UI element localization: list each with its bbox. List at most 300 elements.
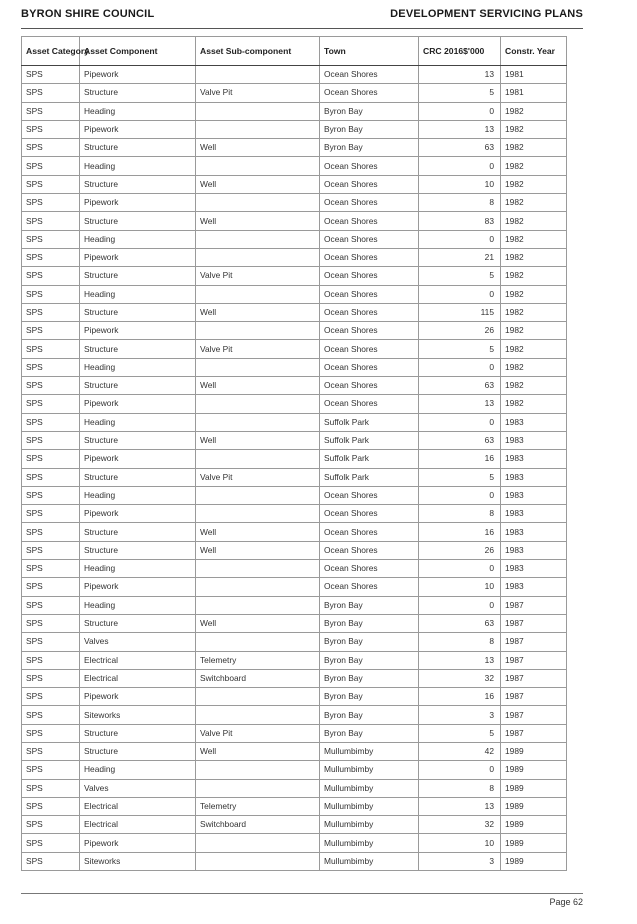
col-asset-subcomponent-cell xyxy=(196,358,320,376)
col-asset-subcomponent-cell: Well xyxy=(196,303,320,321)
col-asset-subcomponent-cell xyxy=(196,486,320,504)
col-town-cell: Ocean Shores xyxy=(320,322,419,340)
col-asset-component-cell: Structure xyxy=(80,431,196,449)
col-asset-component-cell: Heading xyxy=(80,596,196,614)
table-row xyxy=(22,834,567,852)
col-asset-category-cell: SPS xyxy=(22,779,80,797)
table-row xyxy=(22,742,567,760)
col-asset-subcomponent-cell xyxy=(196,688,320,706)
col-asset-component-cell: Structure xyxy=(80,175,196,193)
col-asset-component-cell: Structure xyxy=(80,303,196,321)
table-row xyxy=(22,303,567,321)
col-asset-category-cell: SPS xyxy=(22,724,80,742)
table-row xyxy=(22,450,567,468)
col-town-cell: Mullumbimby xyxy=(320,834,419,852)
col-crc-cell: 0 xyxy=(419,358,501,376)
col-constr-year-header: Constr. Year xyxy=(501,37,567,66)
col-constr-year-cell: 1982 xyxy=(501,377,567,395)
col-crc-cell: 13 xyxy=(419,66,501,84)
col-town-cell: Mullumbimby xyxy=(320,742,419,760)
col-town-cell: Mullumbimby xyxy=(320,852,419,870)
col-constr-year-cell: 1989 xyxy=(501,779,567,797)
table-row xyxy=(22,523,567,541)
col-asset-category-cell: SPS xyxy=(22,267,80,285)
col-asset-category-header: Asset Category xyxy=(22,37,80,66)
col-town-cell: Ocean Shores xyxy=(320,560,419,578)
col-asset-subcomponent-cell xyxy=(196,102,320,120)
col-asset-component-cell: Electrical xyxy=(80,816,196,834)
col-constr-year-cell: 1983 xyxy=(501,450,567,468)
col-asset-subcomponent-cell xyxy=(196,157,320,175)
col-constr-year-cell: 1982 xyxy=(501,175,567,193)
col-constr-year-cell: 1989 xyxy=(501,797,567,815)
col-crc-cell: 0 xyxy=(419,230,501,248)
col-asset-component-cell: Siteworks xyxy=(80,852,196,870)
col-asset-subcomponent-cell xyxy=(196,248,320,266)
col-asset-component-cell: Heading xyxy=(80,102,196,120)
table-row xyxy=(22,669,567,687)
col-constr-year-cell: 1983 xyxy=(501,468,567,486)
col-asset-category-cell: SPS xyxy=(22,175,80,193)
col-asset-component-cell: Structure xyxy=(80,84,196,102)
col-asset-category-cell: SPS xyxy=(22,541,80,559)
col-town-cell: Ocean Shores xyxy=(320,340,419,358)
col-crc-cell: 5 xyxy=(419,84,501,102)
col-town-cell: Ocean Shores xyxy=(320,505,419,523)
col-town-cell: Byron Bay xyxy=(320,688,419,706)
col-town-cell: Byron Bay xyxy=(320,706,419,724)
table-row xyxy=(22,377,567,395)
col-asset-subcomponent-cell xyxy=(196,230,320,248)
col-town-cell: Ocean Shores xyxy=(320,541,419,559)
col-constr-year-cell: 1987 xyxy=(501,596,567,614)
col-crc-cell: 13 xyxy=(419,395,501,413)
col-crc-cell: 0 xyxy=(419,102,501,120)
col-asset-category-cell: SPS xyxy=(22,84,80,102)
col-asset-component-cell: Heading xyxy=(80,413,196,431)
col-asset-category-cell: SPS xyxy=(22,303,80,321)
col-constr-year-cell: 1981 xyxy=(501,84,567,102)
col-crc-cell: 10 xyxy=(419,175,501,193)
col-constr-year-cell: 1982 xyxy=(501,395,567,413)
col-crc-cell: 8 xyxy=(419,633,501,651)
asset-table xyxy=(21,36,567,871)
col-constr-year-cell: 1982 xyxy=(501,285,567,303)
col-constr-year-cell: 1987 xyxy=(501,633,567,651)
col-asset-category-cell: SPS xyxy=(22,139,80,157)
col-constr-year-cell: 1983 xyxy=(501,505,567,523)
table-row xyxy=(22,120,567,138)
col-asset-subcomponent-cell: Switchboard xyxy=(196,816,320,834)
col-town-cell: Byron Bay xyxy=(320,669,419,687)
council-name: BYRON SHIRE COUNCIL xyxy=(21,8,155,20)
col-constr-year-cell: 1983 xyxy=(501,578,567,596)
col-asset-category-cell: SPS xyxy=(22,578,80,596)
table-row xyxy=(22,230,567,248)
col-constr-year-cell: 1982 xyxy=(501,340,567,358)
col-town-cell: Byron Bay xyxy=(320,651,419,669)
table-row xyxy=(22,852,567,870)
col-asset-component-cell: Pipework xyxy=(80,578,196,596)
table-header-row xyxy=(22,37,567,66)
col-asset-subcomponent-cell: Telemetry xyxy=(196,651,320,669)
col-crc-cell: 5 xyxy=(419,724,501,742)
col-constr-year-cell: 1983 xyxy=(501,413,567,431)
col-crc-cell: 63 xyxy=(419,139,501,157)
col-crc-cell: 0 xyxy=(419,413,501,431)
col-asset-category-cell: SPS xyxy=(22,377,80,395)
col-asset-subcomponent-cell xyxy=(196,706,320,724)
col-asset-subcomponent-cell: Well xyxy=(196,742,320,760)
col-asset-subcomponent-cell xyxy=(196,761,320,779)
table-row xyxy=(22,578,567,596)
col-asset-category-cell: SPS xyxy=(22,486,80,504)
col-town-cell: Suffolk Park xyxy=(320,413,419,431)
table-row xyxy=(22,797,567,815)
col-asset-component-cell: Structure xyxy=(80,139,196,157)
col-asset-subcomponent-cell: Valve Pit xyxy=(196,84,320,102)
col-crc-cell: 16 xyxy=(419,523,501,541)
col-asset-category-cell: SPS xyxy=(22,706,80,724)
col-crc-cell: 3 xyxy=(419,852,501,870)
col-town-cell: Ocean Shores xyxy=(320,157,419,175)
col-asset-category-cell: SPS xyxy=(22,285,80,303)
col-town-cell: Suffolk Park xyxy=(320,468,419,486)
col-asset-category-cell: SPS xyxy=(22,212,80,230)
col-crc-cell: 0 xyxy=(419,157,501,175)
table-row xyxy=(22,212,567,230)
col-asset-subcomponent-cell xyxy=(196,779,320,797)
table-row xyxy=(22,486,567,504)
col-constr-year-cell: 1982 xyxy=(501,102,567,120)
col-town-cell: Ocean Shores xyxy=(320,486,419,504)
col-asset-subcomponent-cell xyxy=(196,395,320,413)
table-row xyxy=(22,779,567,797)
col-asset-subcomponent-cell xyxy=(196,322,320,340)
col-asset-category-cell: SPS xyxy=(22,358,80,376)
col-asset-component-cell: Heading xyxy=(80,486,196,504)
col-town-cell: Mullumbimby xyxy=(320,779,419,797)
col-town-cell: Ocean Shores xyxy=(320,175,419,193)
col-town-cell: Ocean Shores xyxy=(320,194,419,212)
col-asset-component-cell: Structure xyxy=(80,724,196,742)
col-crc-cell: 0 xyxy=(419,596,501,614)
col-asset-component-cell: Electrical xyxy=(80,651,196,669)
col-asset-component-cell: Pipework xyxy=(80,688,196,706)
col-asset-component-cell: Pipework xyxy=(80,322,196,340)
col-town-cell: Ocean Shores xyxy=(320,303,419,321)
col-constr-year-cell: 1987 xyxy=(501,706,567,724)
col-asset-component-cell: Pipework xyxy=(80,194,196,212)
col-crc-cell: 8 xyxy=(419,505,501,523)
col-asset-subcomponent-cell: Well xyxy=(196,541,320,559)
col-asset-component-cell: Heading xyxy=(80,285,196,303)
col-asset-component-cell: Electrical xyxy=(80,797,196,815)
col-crc-cell: 63 xyxy=(419,377,501,395)
col-town-cell: Byron Bay xyxy=(320,633,419,651)
col-crc-cell: 16 xyxy=(419,688,501,706)
table-row xyxy=(22,84,567,102)
col-asset-component-cell: Structure xyxy=(80,742,196,760)
col-crc-cell: 63 xyxy=(419,431,501,449)
col-crc-cell: 16 xyxy=(419,450,501,468)
col-town-cell: Ocean Shores xyxy=(320,267,419,285)
col-asset-category-cell: SPS xyxy=(22,431,80,449)
table-row xyxy=(22,761,567,779)
col-constr-year-cell: 1989 xyxy=(501,852,567,870)
col-constr-year-cell: 1982 xyxy=(501,358,567,376)
table-row xyxy=(22,816,567,834)
col-constr-year-cell: 1982 xyxy=(501,194,567,212)
col-asset-component-cell: Structure xyxy=(80,377,196,395)
col-asset-subcomponent-cell: Well xyxy=(196,431,320,449)
table-row xyxy=(22,157,567,175)
col-crc-cell: 13 xyxy=(419,120,501,138)
col-asset-category-cell: SPS xyxy=(22,852,80,870)
col-asset-category-cell: SPS xyxy=(22,742,80,760)
col-asset-category-cell: SPS xyxy=(22,614,80,632)
col-asset-subcomponent-cell: Valve Pit xyxy=(196,724,320,742)
col-crc-cell: 5 xyxy=(419,468,501,486)
col-crc-cell: 21 xyxy=(419,248,501,266)
col-asset-subcomponent-cell: Well xyxy=(196,377,320,395)
col-town-cell: Ocean Shores xyxy=(320,523,419,541)
col-town-cell: Ocean Shores xyxy=(320,285,419,303)
col-asset-category-cell: SPS xyxy=(22,797,80,815)
col-asset-subcomponent-cell: Telemetry xyxy=(196,797,320,815)
table-row xyxy=(22,468,567,486)
col-constr-year-cell: 1987 xyxy=(501,651,567,669)
col-asset-component-cell: Structure xyxy=(80,541,196,559)
col-asset-subcomponent-cell: Well xyxy=(196,212,320,230)
col-town-cell: Ocean Shores xyxy=(320,248,419,266)
col-asset-subcomponent-cell: Well xyxy=(196,139,320,157)
col-asset-component-cell: Heading xyxy=(80,761,196,779)
col-asset-component-cell: Valves xyxy=(80,633,196,651)
col-asset-component-cell: Heading xyxy=(80,358,196,376)
col-asset-subcomponent-header: Asset Sub-component xyxy=(196,37,320,66)
col-asset-component-cell: Valves xyxy=(80,779,196,797)
col-town-cell: Suffolk Park xyxy=(320,431,419,449)
col-crc-cell: 115 xyxy=(419,303,501,321)
col-asset-category-cell: SPS xyxy=(22,688,80,706)
col-town-cell: Ocean Shores xyxy=(320,84,419,102)
col-constr-year-cell: 1983 xyxy=(501,486,567,504)
col-asset-subcomponent-cell xyxy=(196,560,320,578)
col-asset-category-cell: SPS xyxy=(22,194,80,212)
table-row xyxy=(22,724,567,742)
col-crc-cell: 0 xyxy=(419,761,501,779)
col-asset-category-cell: SPS xyxy=(22,651,80,669)
col-asset-component-cell: Pipework xyxy=(80,120,196,138)
table-row xyxy=(22,560,567,578)
table-row xyxy=(22,102,567,120)
table-row xyxy=(22,596,567,614)
col-crc-cell: 83 xyxy=(419,212,501,230)
col-constr-year-cell: 1983 xyxy=(501,541,567,559)
col-constr-year-cell: 1982 xyxy=(501,267,567,285)
col-asset-component-cell: Pipework xyxy=(80,505,196,523)
footer-divider xyxy=(21,893,583,894)
col-asset-component-cell: Pipework xyxy=(80,450,196,468)
col-constr-year-cell: 1987 xyxy=(501,669,567,687)
col-crc-cell: 3 xyxy=(419,706,501,724)
col-asset-component-cell: Pipework xyxy=(80,248,196,266)
page-header xyxy=(21,8,583,24)
table-row xyxy=(22,395,567,413)
col-crc-cell: 8 xyxy=(419,194,501,212)
col-asset-component-cell: Structure xyxy=(80,212,196,230)
table-row xyxy=(22,706,567,724)
col-constr-year-cell: 1989 xyxy=(501,761,567,779)
col-asset-subcomponent-cell xyxy=(196,450,320,468)
col-crc-header: CRC 2016$'000 xyxy=(419,37,501,66)
table-row xyxy=(22,688,567,706)
col-crc-cell: 63 xyxy=(419,614,501,632)
col-town-cell: Ocean Shores xyxy=(320,230,419,248)
col-asset-component-cell: Siteworks xyxy=(80,706,196,724)
col-asset-category-cell: SPS xyxy=(22,633,80,651)
table-row xyxy=(22,340,567,358)
table-row xyxy=(22,358,567,376)
col-asset-component-cell: Pipework xyxy=(80,66,196,84)
table-row xyxy=(22,505,567,523)
page-number: Page 62 xyxy=(549,897,583,907)
table-row xyxy=(22,139,567,157)
col-asset-category-cell: SPS xyxy=(22,596,80,614)
col-asset-category-cell: SPS xyxy=(22,248,80,266)
col-crc-cell: 32 xyxy=(419,816,501,834)
col-town-header: Town xyxy=(320,37,419,66)
col-crc-cell: 32 xyxy=(419,669,501,687)
col-asset-component-cell: Structure xyxy=(80,614,196,632)
table-row xyxy=(22,413,567,431)
col-asset-category-cell: SPS xyxy=(22,468,80,486)
table-row xyxy=(22,614,567,632)
col-town-cell: Byron Bay xyxy=(320,724,419,742)
col-asset-component-cell: Heading xyxy=(80,157,196,175)
col-constr-year-cell: 1987 xyxy=(501,614,567,632)
col-asset-category-cell: SPS xyxy=(22,413,80,431)
col-constr-year-cell: 1989 xyxy=(501,834,567,852)
col-town-cell: Byron Bay xyxy=(320,614,419,632)
header-divider xyxy=(21,28,583,29)
table-row xyxy=(22,267,567,285)
col-asset-category-cell: SPS xyxy=(22,120,80,138)
col-constr-year-cell: 1982 xyxy=(501,120,567,138)
col-asset-category-cell: SPS xyxy=(22,761,80,779)
col-asset-category-cell: SPS xyxy=(22,102,80,120)
col-constr-year-cell: 1989 xyxy=(501,816,567,834)
col-asset-component-header: Asset Component xyxy=(80,37,196,66)
col-town-cell: Byron Bay xyxy=(320,102,419,120)
col-town-cell: Mullumbimby xyxy=(320,761,419,779)
col-asset-subcomponent-cell: Valve Pit xyxy=(196,267,320,285)
col-town-cell: Byron Bay xyxy=(320,120,419,138)
col-asset-subcomponent-cell xyxy=(196,66,320,84)
col-constr-year-cell: 1982 xyxy=(501,322,567,340)
col-crc-cell: 26 xyxy=(419,322,501,340)
col-town-cell: Byron Bay xyxy=(320,139,419,157)
document-title: DEVELOPMENT SERVICING PLANS xyxy=(390,8,583,20)
col-asset-subcomponent-cell xyxy=(196,633,320,651)
col-asset-subcomponent-cell xyxy=(196,194,320,212)
table-row xyxy=(22,633,567,651)
col-constr-year-cell: 1982 xyxy=(501,303,567,321)
col-constr-year-cell: 1982 xyxy=(501,139,567,157)
table-row xyxy=(22,651,567,669)
col-constr-year-cell: 1982 xyxy=(501,212,567,230)
col-town-cell: Ocean Shores xyxy=(320,578,419,596)
table-row xyxy=(22,285,567,303)
col-town-cell: Byron Bay xyxy=(320,596,419,614)
table-row xyxy=(22,194,567,212)
col-asset-subcomponent-cell: Valve Pit xyxy=(196,340,320,358)
col-constr-year-cell: 1983 xyxy=(501,523,567,541)
col-town-cell: Ocean Shores xyxy=(320,358,419,376)
col-asset-subcomponent-cell: Well xyxy=(196,175,320,193)
col-asset-subcomponent-cell xyxy=(196,596,320,614)
col-asset-category-cell: SPS xyxy=(22,340,80,358)
col-crc-cell: 0 xyxy=(419,486,501,504)
table-row xyxy=(22,322,567,340)
col-town-cell: Ocean Shores xyxy=(320,212,419,230)
col-crc-cell: 8 xyxy=(419,779,501,797)
col-constr-year-cell: 1982 xyxy=(501,157,567,175)
col-town-cell: Ocean Shores xyxy=(320,66,419,84)
col-crc-cell: 10 xyxy=(419,578,501,596)
col-constr-year-cell: 1983 xyxy=(501,560,567,578)
table-row xyxy=(22,175,567,193)
col-asset-category-cell: SPS xyxy=(22,450,80,468)
col-asset-category-cell: SPS xyxy=(22,157,80,175)
col-asset-category-cell: SPS xyxy=(22,560,80,578)
col-crc-cell: 13 xyxy=(419,651,501,669)
col-asset-component-cell: Structure xyxy=(80,523,196,541)
col-asset-category-cell: SPS xyxy=(22,66,80,84)
col-crc-cell: 10 xyxy=(419,834,501,852)
col-asset-category-cell: SPS xyxy=(22,816,80,834)
col-crc-cell: 13 xyxy=(419,797,501,815)
col-constr-year-cell: 1987 xyxy=(501,724,567,742)
col-town-cell: Ocean Shores xyxy=(320,395,419,413)
col-asset-component-cell: Pipework xyxy=(80,834,196,852)
table-row xyxy=(22,66,567,84)
col-asset-category-cell: SPS xyxy=(22,669,80,687)
col-asset-component-cell: Structure xyxy=(80,340,196,358)
col-crc-cell: 5 xyxy=(419,340,501,358)
col-constr-year-cell: 1982 xyxy=(501,230,567,248)
col-asset-category-cell: SPS xyxy=(22,395,80,413)
col-crc-cell: 5 xyxy=(419,267,501,285)
col-asset-category-cell: SPS xyxy=(22,523,80,541)
col-asset-subcomponent-cell xyxy=(196,413,320,431)
col-asset-category-cell: SPS xyxy=(22,505,80,523)
col-asset-component-cell: Electrical xyxy=(80,669,196,687)
col-asset-category-cell: SPS xyxy=(22,322,80,340)
col-asset-component-cell: Pipework xyxy=(80,395,196,413)
col-town-cell: Mullumbimby xyxy=(320,797,419,815)
col-crc-cell: 42 xyxy=(419,742,501,760)
col-crc-cell: 26 xyxy=(419,541,501,559)
col-asset-component-cell: Heading xyxy=(80,560,196,578)
col-constr-year-cell: 1983 xyxy=(501,431,567,449)
table-row xyxy=(22,541,567,559)
col-asset-subcomponent-cell xyxy=(196,852,320,870)
col-crc-cell: 0 xyxy=(419,560,501,578)
col-crc-cell: 0 xyxy=(419,285,501,303)
col-constr-year-cell: 1981 xyxy=(501,66,567,84)
